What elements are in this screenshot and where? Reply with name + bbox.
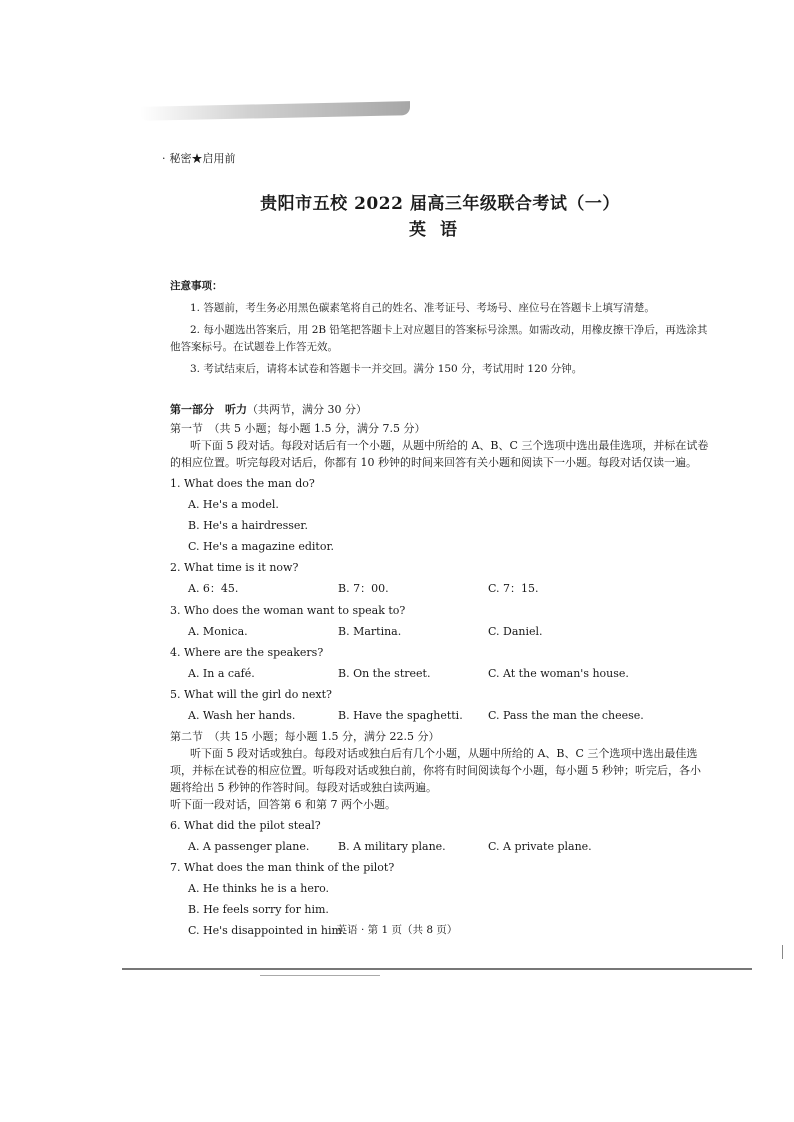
part1-heading-bold: 第一部分 听力: [170, 403, 247, 417]
secret-mark: [162, 150, 710, 167]
q1-option-a: A. He's a model.: [188, 498, 279, 512]
section2-lead: 听下面一段对话，回答第 6 和第 7 两个小题。: [170, 798, 396, 811]
q4-option-b: B. On the street.: [338, 666, 431, 680]
part1-heading-rest: （共两节，满分 30 分）: [247, 403, 367, 417]
question-3: 3. Who does the woman want to speak to?: [170, 603, 406, 617]
q3-option-a: A. Monica.: [188, 624, 248, 638]
edge-mark: [782, 945, 783, 959]
question-5: 5. What will the girl do next?: [170, 687, 332, 701]
section1-heading: 第一节 （共 5 小题；每小题 1.5 分，满分 7.5 分）: [170, 422, 426, 436]
q4-option-a: A. In a café.: [188, 666, 255, 680]
question-4: 4. Where are the speakers?: [170, 645, 324, 659]
part1-heading: [170, 401, 710, 418]
q3-option-b: B. Martina.: [338, 624, 402, 638]
q6-option-c: C. A private plane.: [488, 840, 592, 854]
q2-option-c: C. 7：15.: [488, 582, 539, 596]
q7-option-c: C. He's disappointed in him.: [188, 924, 346, 938]
section2-instructions: 听下面 5 段对话或独白。每段对话或独白后有几个小题，从题中所给的 A、B、C 三个选项中选出最佳选项，并标在试卷的相应位置。听每段对话或独白前，你将有时间阅读每个小题，每小题 5 秒钟；听完后，各小题将给出 5 秒钟的作答时间。每段对话或独白读两遍。: [170, 746, 701, 794]
question-6: 6. What did the pilot steal?: [170, 819, 321, 833]
question-7: 7. What does the man think of the pilot?: [170, 861, 395, 875]
question-1: 1. What does the man do?: [170, 477, 315, 491]
question-2: 2. What time is it now?: [170, 561, 299, 575]
q3-options: [170, 623, 710, 640]
q2-option-b: B. 7：00.: [338, 582, 389, 596]
secret-mark-text: 秘密★启用前: [169, 152, 236, 165]
q2-options: [170, 580, 710, 597]
section2-heading: 第二节 （共 15 小题；每小题 1.5 分，满分 22.5 分）: [170, 729, 440, 743]
exam-title: 贵阳市五校 2022 届高三年级联合考试（一）: [260, 194, 620, 215]
q5-option-b: B. Have the spaghetti.: [338, 708, 463, 722]
exam-subject: 英语: [409, 220, 471, 241]
q5-options: [170, 707, 710, 724]
q6-option-a: A. A passenger plane.: [188, 840, 310, 854]
note-item-3: 3. 考试结束后，请将本试卷和答题卡一并交回。满分 150 分，考试用时 120 分钟。: [190, 362, 583, 375]
exam-page: [162, 150, 710, 943]
bottom-rule-secondary: [260, 975, 380, 976]
notes-heading: 注意事项：: [170, 279, 223, 292]
q1-option-b: B. He's a hairdresser.: [188, 519, 308, 533]
scan-shadow: [140, 101, 410, 121]
note-item-2: 2. 每小题选出答案后，用 2B 铅笔把答题卡上对应题目的答案标号涂黑。如需改动，用橡皮擦干净后，再选涂其他答案标号。在试题卷上作答无效。: [170, 324, 708, 353]
section1-instructions: 听下面 5 段对话。每段对话后有一个小题，从题中所给的 A、B、C 三个选项中选出最佳选项，并标在试卷的相应位置。听完每段对话后，你都有 10 秒钟的时间来回答有关小题和阅读下一小题。每段对话仅读一遍。: [170, 439, 709, 470]
bullet-dot: ·: [162, 152, 166, 165]
q5-option-a: A. Wash her hands.: [188, 708, 296, 722]
q7-option-a: A. He thinks he is a hero.: [188, 882, 330, 896]
q7-option-b: B. He feels sorry for him.: [188, 903, 329, 917]
q5-option-c: C. Pass the man the cheese.: [488, 708, 644, 722]
q4-option-c: C. At the woman's house.: [488, 666, 629, 680]
page-footer: 英语 · 第 1 页（共 8 页）: [336, 924, 458, 936]
q1-option-c: C. He's a magazine editor.: [188, 540, 334, 554]
q6-options: [170, 838, 710, 855]
q4-options: [170, 665, 710, 682]
q2-option-a: A. 6：45.: [188, 582, 239, 596]
q6-option-b: B. A military plane.: [338, 840, 446, 854]
q3-option-c: C. Daniel.: [488, 624, 543, 638]
bottom-rule: [122, 968, 752, 970]
note-item-1: 1. 答题前，考生务必用黑色碳素笔将自己的姓名、准考证号、考场号、座位号在答题卡上填写清楚。: [190, 302, 655, 314]
